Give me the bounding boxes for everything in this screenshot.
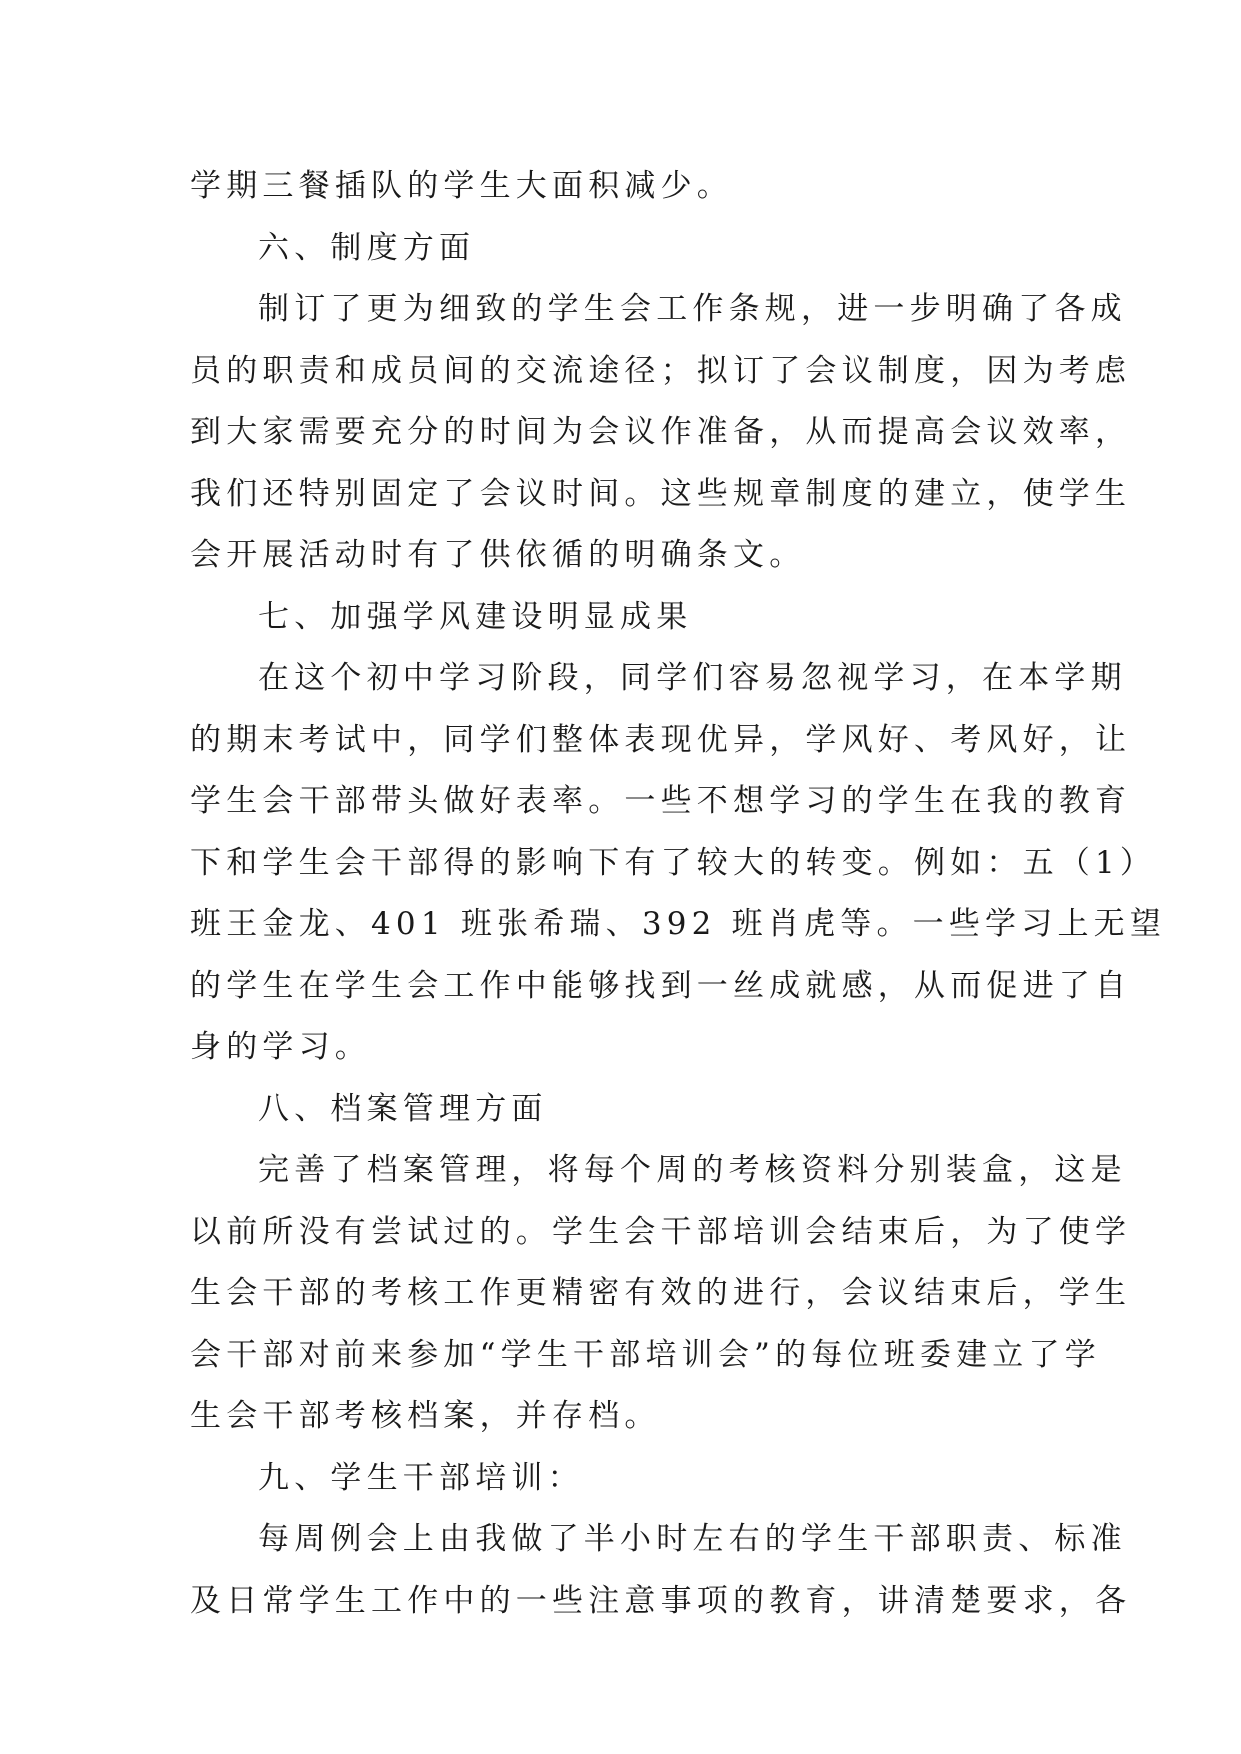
paragraph-line: 班王金龙、401 班张希瑞、392 班肖虎等。一些学习上无望 (190, 906, 1167, 942)
paragraph-line: 以前所没有尝试过的。学生会干部培训会结束后，为了使学 (190, 1213, 1132, 1250)
paragraph-line: 在这个初中学习阶段，同学们容易忽视学习，在本学期 (258, 660, 1127, 696)
section-heading: 八、档案管理方面 (258, 1090, 548, 1127)
paragraph-line: 我们还特别固定了会议时间。这些规章制度的建立，使学生 (190, 475, 1132, 512)
paragraph-line: 完善了档案管理，将每个周的考核资料分别装盒，这是 (258, 1152, 1127, 1188)
paragraph-line: 生会干部的考核工作更精密有效的进行，会议结束后，学生 (190, 1275, 1132, 1311)
paragraph-line: 学期三餐插队的学生大面积减少。 (190, 168, 733, 204)
document-body (190, 156, 1167, 1632)
paragraph-line: 的学生在学生会工作中能够找到一丝成就感，从而促进了自 (190, 967, 1132, 1004)
paragraph-line: 会开展活动时有了供依循的明确条文。 (190, 537, 806, 573)
paragraph-line: 学生会干部带头做好表率。一些不想学习的学生在我的教育 (190, 783, 1132, 819)
paragraph-line: 制订了更为细致的学生会工作条规，进一步明确了各成 (258, 291, 1127, 327)
paragraph-line: 会干部对前来参加“学生干部培训会”的每位班委建立了学 (190, 1336, 1101, 1373)
paragraph-line: 每周例会上由我做了半小时左右的学生干部职责、标准 (258, 1521, 1127, 1557)
paragraph-line: 下和学生会干部得的影响下有了较大的转变。例如：五（1） (190, 844, 1157, 881)
paragraph-line: 生会干部考核档案，并存档。 (190, 1398, 661, 1434)
paragraph-line: 及日常学生工作中的一些注意事项的教育，讲清楚要求，各 (190, 1582, 1132, 1619)
paragraph-line: 员的职责和成员间的交流途径；拟订了会议制度，因为考虑 (190, 352, 1132, 389)
paragraph-line: 的期末考试中，同学们整体表现优异，学风好、考风好，让 (190, 721, 1132, 758)
section-heading: 九、学生干部培训： (258, 1459, 584, 1496)
section-heading: 七、加强学风建设明显成果 (258, 598, 693, 635)
paragraph-line: 身的学习。 (190, 1029, 371, 1065)
paragraph-line: 到大家需要充分的时间为会议作准备，从而提高会议效率， (190, 414, 1132, 450)
section-heading: 六、制度方面 (258, 229, 476, 266)
